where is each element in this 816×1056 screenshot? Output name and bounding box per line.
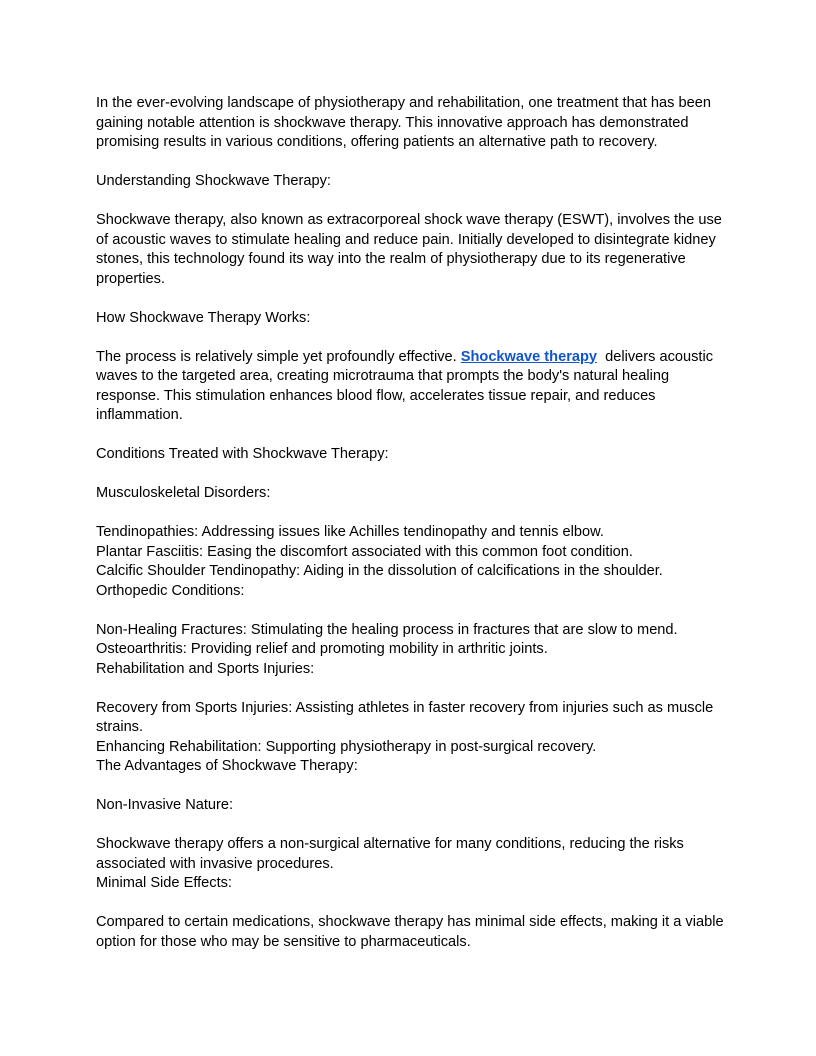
spacer (96, 328, 724, 348)
list-item: Osteoarthritis: Providing relief and promoting mobility in arthritic joints. (96, 641, 548, 657)
spacer (96, 153, 724, 173)
understanding-paragraph: Shockwave therapy, also known as extracorporeal shock wave therapy (ESWT), involves the use of acoustic waves to stimulate healing and reduce pain. Initially developed to disintegrate kidney stones, this technology found its way into the realm of physiotherapy due to its regenerative properties. (96, 212, 722, 287)
side-effects-paragraph: Compared to certain medications, shockwave therapy has minimal side effects, making it a viable option for those who may be sensitive to pharmaceuticals. (96, 914, 724, 950)
spacer (96, 504, 724, 524)
spacer (96, 426, 724, 446)
noninvasive-heading: Non-Invasive Nature: (96, 797, 234, 813)
how-heading: How Shockwave Therapy Works: (96, 309, 311, 326)
intro-paragraph: In the ever-evolving landscape of physiotherapy and rehabilitation, one treatment that has been gaining notable attention is shockwave therapy. This innovative approach has demonstrated promising results in various conditions, offering patients an alternative path to recovery. (96, 95, 711, 150)
spacer (96, 816, 724, 836)
conditions-heading: Conditions Treated with Shockwave Therapy: (96, 446, 389, 462)
spacer (96, 679, 724, 699)
spacer (96, 465, 724, 485)
spacer (96, 777, 724, 797)
understanding-heading: Understanding Shockwave Therapy: (96, 173, 331, 189)
list-item: Plantar Fasciitis: Easing the discomfort associated with this common foot condition. (96, 543, 633, 560)
list-item: Enhancing Rehabilitation: Supporting physiotherapy in post-surgical recovery. (96, 738, 597, 755)
spacer (96, 601, 724, 621)
list-item: Tendinopathies: Addressing issues like Achilles tendinopathy and tennis elbow. (96, 524, 604, 540)
how-paragraph (96, 348, 724, 426)
list-item: Calcific Shoulder Tendinopathy: Aiding in the dissolution of calcifications in the shoulder. (96, 563, 663, 579)
spacer (96, 192, 724, 212)
document-page (96, 94, 724, 952)
spacer (96, 894, 724, 914)
advantages-heading: The Advantages of Shockwave Therapy: (96, 758, 358, 774)
how-text-after: delivers acoustic waves to the targeted area, creating microtrauma that prompts the body's natural healing response. This stimulation enhances blood flow, accelerates tissue repair, and reduces inflammation. (96, 348, 718, 423)
spacer (96, 289, 724, 309)
side-effects-heading: Minimal Side Effects: (96, 875, 232, 891)
shockwave-therapy-link[interactable]: Shockwave therapy (460, 348, 598, 365)
orthopedic-heading: Orthopedic Conditions: (96, 582, 245, 599)
musculoskeletal-heading: Musculoskeletal Disorders: (96, 485, 271, 501)
list-item: Non-Healing Fractures: Stimulating the healing process in fractures that are slow to mend. (96, 621, 678, 638)
noninvasive-paragraph: Shockwave therapy offers a non-surgical alternative for many conditions, reducing the risks associated with invasive procedures. (96, 836, 684, 872)
how-text-before: The process is relatively simple yet profoundly effective. (96, 348, 461, 365)
list-item: Recovery from Sports Injuries: Assisting athletes in faster recovery from injuries such as muscle strains. (96, 699, 714, 735)
rehab-heading: Rehabilitation and Sports Injuries: (96, 660, 315, 677)
